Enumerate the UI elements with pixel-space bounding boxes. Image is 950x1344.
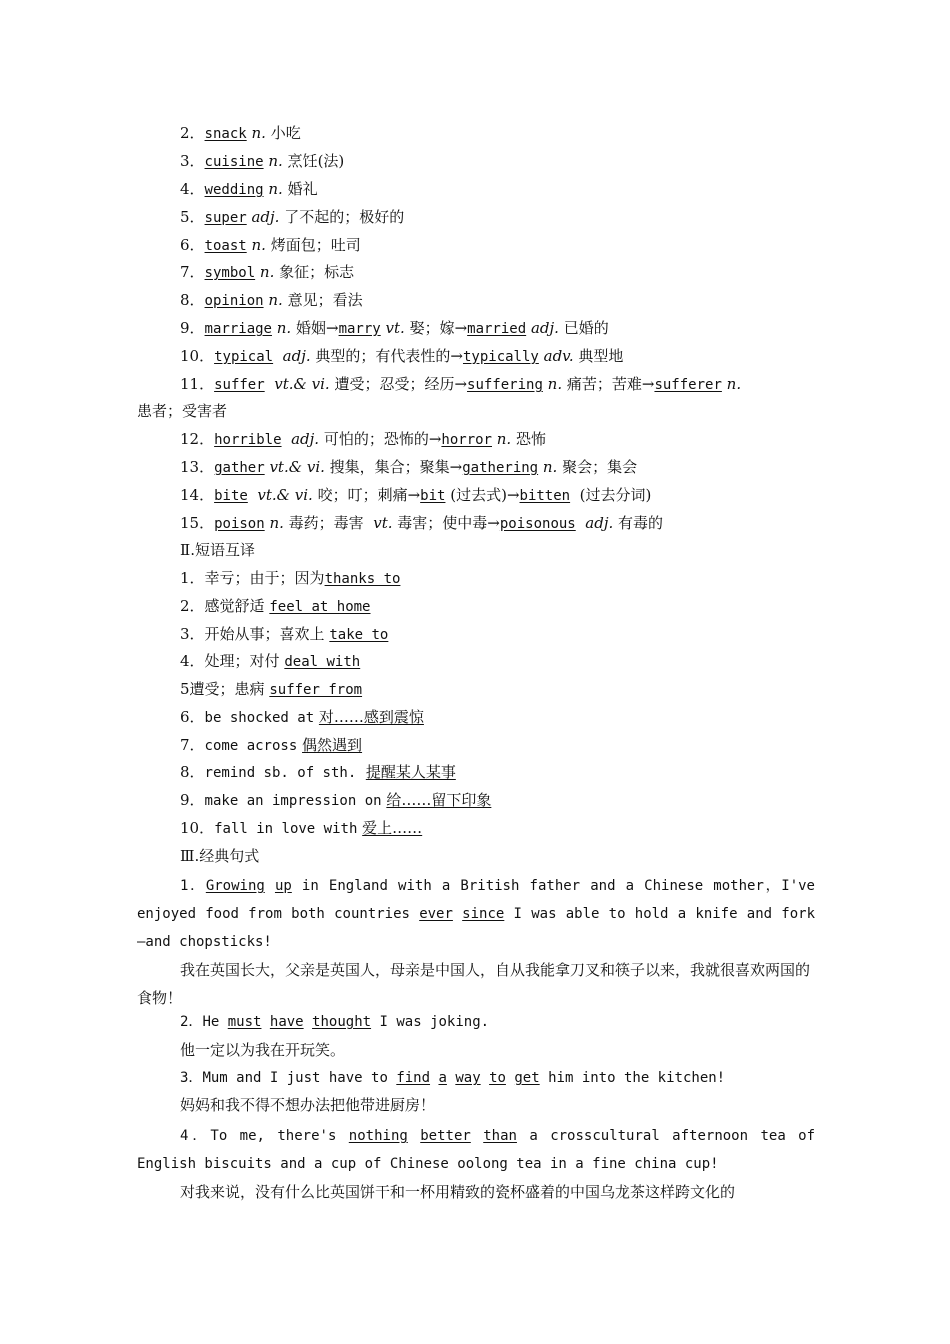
vocab-item: 15．poison n. 毒药；毒害 vt. 毒害；使中毒→poisonous adj. 有毒的 [180, 514, 664, 532]
phrase-item: 6．be shocked at 对……感到震惊 [180, 708, 424, 726]
vocab-item: 8．opinion n. 意见；看法 [180, 291, 363, 309]
sentence-english: 2．He must have thought I was joking. [180, 1014, 490, 1030]
section-heading: Ⅲ.经典句式 [180, 847, 260, 865]
vocab-item: 5．super adj. 了不起的；极好的 [180, 208, 405, 226]
vocab-item: 2．snack n. 小吃 [180, 124, 301, 142]
vocab-item: 13．gather vt.& vi. 搜集，集合；聚集→gathering n. 聚会；集会 [180, 458, 638, 476]
vocab-item: 11．suffer vt.& vi. 遭受；忍受；经历→suffering n. 痛苦；苦难→sufferer n. [180, 375, 742, 393]
sentence-chinese: 他一定以为我在开玩笑。 [180, 1041, 346, 1059]
section-heading: Ⅱ.短语互译 [180, 541, 255, 559]
vocab-continuation: 患者；受害者 [137, 402, 228, 420]
vocab-item: 14．bite vt.& vi. 咬；叮；刺痛→bit (过去式)→bitten (过去分词) [180, 486, 652, 504]
sentence-english: 4．To me, there's nothing better than a crosscultural afternoon tea of English biscuits and a cup of Chinese oolong tea in a fine china cup! [137, 1128, 816, 1172]
sentence-english: 3．Mum and I just have to find a way to get him into the kitchen! [180, 1070, 726, 1086]
vocab-item: 4．wedding n. 婚礼 [180, 180, 318, 198]
sentence-english: 1．Growing up in England with a British father and a Chinese mother，I've enjoyed food from both countries ever since I was able to hold a knife and fork —and chopsticks! [137, 878, 816, 950]
phrase-item: 5遭受；患病 suffer from [180, 680, 363, 698]
vocab-item: 6．toast n. 烤面包；吐司 [180, 236, 361, 254]
phrase-item: 10．fall in love with 爱上…… [180, 819, 423, 837]
phrase-item: 1．幸亏；由于；因为thanks to [180, 569, 401, 587]
vocab-item: 3．cuisine n. 烹饪(法) [180, 152, 345, 170]
vocab-item: 10．typical adj. 典型的；有代表性的→typically adv. 典型地 [180, 347, 624, 365]
sentence-chinese: 妈妈和我不得不想办法把他带进厨房！ [180, 1096, 436, 1114]
sentence-chinese: 我在英国长大，父亲是英国人，母亲是中国人，自从我能拿刀叉和筷子以来，我就很喜欢两国的食物！ [137, 961, 811, 1007]
vocab-item: 9．marriage n. 婚姻→marry vt. 娶；嫁→married adj. 已婚的 [180, 319, 609, 337]
phrase-item: 9．make an impression on 给……留下印象 [180, 791, 492, 809]
phrase-item: 8．remind sb. of sth. 提醒某人某事 [180, 763, 456, 781]
vocab-item: 12．horrible adj. 可怕的；恐怖的→horror n. 恐怖 [180, 430, 546, 448]
phrase-item: 3．开始从事；喜欢上 take to [180, 625, 389, 643]
phrase-item: 2．感觉舒适 feel at home [180, 597, 371, 615]
phrase-item: 4．处理；对付 deal with [180, 652, 361, 670]
sentence-chinese: 对我来说，没有什么比英国饼干和一杯用精致的瓷杯盛着的中国乌龙茶这样跨文化的 [180, 1183, 736, 1201]
phrase-item: 7．come across 偶然遇到 [180, 736, 363, 754]
vocab-item: 7．symbol n. 象征；标志 [180, 263, 355, 281]
